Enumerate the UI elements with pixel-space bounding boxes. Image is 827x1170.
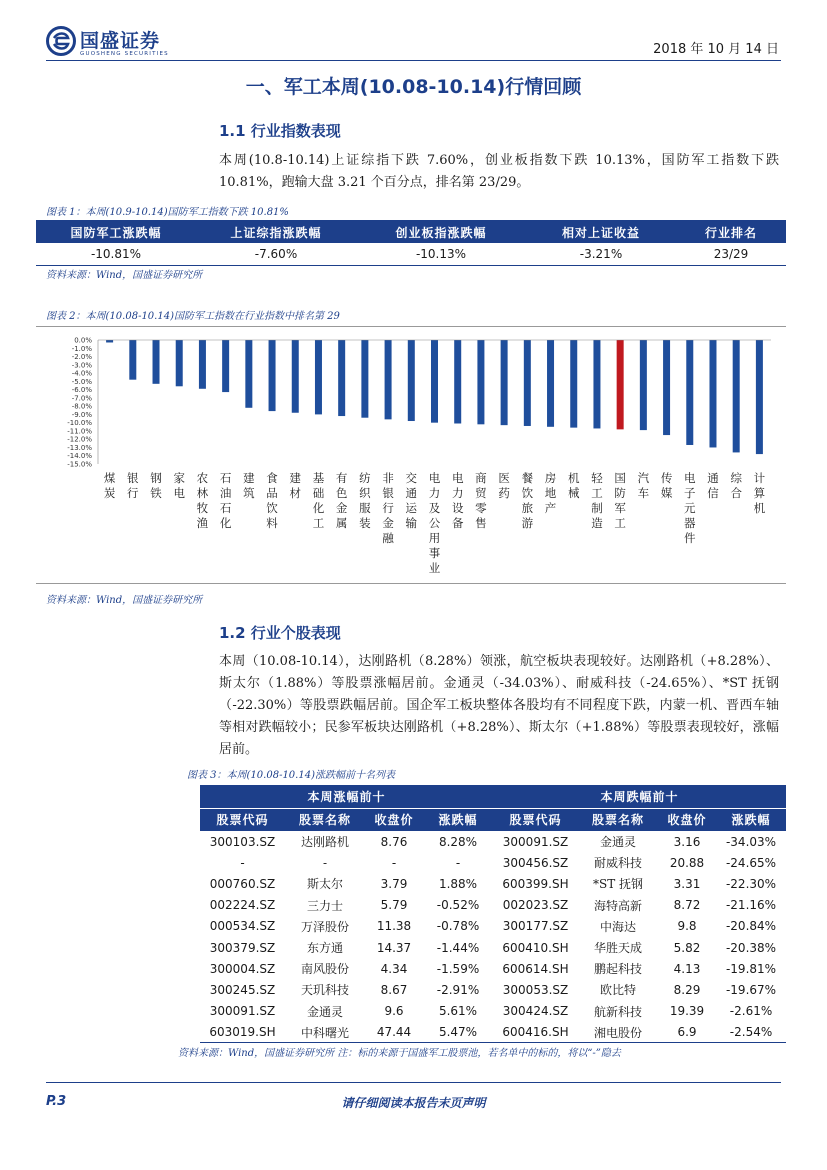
table-cell: 300091.SZ — [502, 834, 569, 849]
company-logo — [46, 24, 186, 60]
table-cell: 300103.SZ — [209, 834, 276, 849]
y-tick-label: -12.0% — [67, 435, 92, 444]
table-cell: 300424.SZ — [502, 1004, 569, 1019]
bar-28 — [756, 340, 763, 454]
table-header-row — [200, 808, 786, 831]
x-category-label: 煤炭 — [103, 471, 116, 500]
bar-23 — [640, 340, 647, 430]
x-category-label: 轻工制造 — [591, 471, 603, 530]
table-cell: 8.76 — [380, 834, 408, 849]
table-cell: 湘电股份 — [578, 1022, 658, 1043]
y-tick-label: -4.0% — [71, 369, 92, 378]
y-tick-label: -7.0% — [71, 394, 92, 403]
table-cell: 6.9 — [658, 1022, 716, 1043]
table-cell: 5.47% — [423, 1022, 493, 1043]
table-header-cell: 相对上证收益 — [526, 221, 676, 243]
table-cell: 3.16 — [673, 834, 701, 849]
table-cell: 鹏起科技 — [594, 962, 643, 977]
y-tick-label: 0.0% — [74, 336, 92, 345]
y-tick-label: -8.0% — [71, 402, 92, 411]
table-cell: 47.44 — [365, 1022, 423, 1043]
table-row — [200, 873, 786, 894]
figure-1-source: 资料来源：Wind，国盛证券研究所 — [46, 270, 203, 281]
x-category-label: 国防军工 — [614, 471, 626, 530]
table-header-cell: 股票代码 — [493, 808, 578, 831]
table-cell: -1.44% — [436, 940, 480, 955]
table-cell: 300053.SZ — [502, 982, 569, 997]
section-title: 一、军工本周(10.08-10.14)行情回顾 — [245, 76, 582, 98]
table-cell: 3.79 — [380, 876, 408, 891]
table-cell: 金通灵 — [306, 1004, 343, 1019]
x-category-label: 食品饮料 — [266, 471, 278, 530]
report-date: 2018 年 10 月 14 日 — [653, 42, 779, 57]
industry-index-bar-chart — [36, 330, 786, 580]
table-cell: 8.72 — [673, 898, 701, 913]
table-cell: 300456.SZ — [502, 855, 569, 870]
y-tick-label: -15.0% — [67, 460, 92, 469]
gainers-group-header: 本周涨幅前十 — [200, 785, 493, 808]
table-cell: -21.16% — [725, 898, 777, 913]
y-tick-label: -9.0% — [71, 410, 92, 419]
figure-2-source: 资料来源：Wind，国盛证券研究所 — [46, 595, 203, 606]
table-cell: -1.59% — [436, 961, 480, 976]
y-tick-label: -10.0% — [67, 419, 92, 428]
x-category-label: 房地产 — [544, 471, 557, 515]
table-cell: 600410.SH — [502, 940, 569, 955]
table-cell: -22.30% — [725, 876, 777, 891]
bar-7 — [269, 340, 276, 411]
table-cell: -34.03% — [725, 834, 777, 849]
table-header-cell: 收盘价 — [365, 808, 423, 831]
table-cell: 9.6 — [384, 1004, 404, 1019]
bar-8 — [292, 340, 299, 413]
table-cell: 三力士 — [306, 898, 343, 913]
table-cell: 华胜天成 — [594, 941, 643, 956]
y-tick-label: -6.0% — [71, 386, 92, 395]
table-header-cell: 股票名称 — [285, 808, 365, 831]
figure-3-caption: 图表 3：本周(10.08-10.14)涨跌幅前十名列表 — [187, 770, 395, 781]
table-cell: -19.67% — [725, 982, 777, 997]
bar-5 — [222, 340, 229, 392]
x-category-label: 电子元器件 — [684, 471, 696, 545]
bar-1 — [129, 340, 136, 380]
table-cell: -0.78% — [436, 919, 480, 934]
x-category-label: 通信 — [707, 471, 719, 500]
footer-divider — [46, 1082, 781, 1083]
bar-15 — [454, 340, 461, 423]
brand-name-en: GUOSHENG SECURITIES — [80, 51, 169, 57]
table-cell: -20.38% — [725, 940, 777, 955]
table-cell: 中科曙光 — [285, 1022, 365, 1043]
table-cell: -0.52% — [436, 898, 480, 913]
table-cell: 达刚路机 — [300, 835, 349, 850]
bar-17 — [501, 340, 508, 425]
losers-group-header: 本周跌幅前十 — [493, 785, 786, 808]
table-cell: 000534.SZ — [209, 919, 276, 934]
table-cell: *ST 抚钢 — [592, 877, 644, 892]
x-category-label: 计算机 — [753, 471, 766, 515]
table-cell: 5.79 — [380, 898, 408, 913]
table-cell: 天玑科技 — [300, 983, 349, 998]
table-cell: 300245.SZ — [209, 982, 276, 997]
y-tick-label: -13.0% — [67, 443, 92, 452]
table-cell: 002023.SZ — [502, 898, 569, 913]
table-cell: -10.13% — [356, 243, 526, 265]
table-cell: 海特高新 — [594, 898, 643, 913]
table-row — [200, 979, 786, 1000]
x-category-label: 石油石化 — [219, 471, 232, 530]
table-cell: 5.82 — [673, 940, 701, 955]
table-cell: -2.54% — [716, 1022, 786, 1043]
table-cell: 欧比特 — [600, 983, 637, 998]
table-cell: 中海达 — [600, 919, 637, 934]
table-cell: -2.61% — [729, 1004, 773, 1019]
table-cell: - — [455, 855, 461, 870]
table-cell: - — [322, 855, 328, 870]
bar-14 — [431, 340, 438, 423]
bar-21 — [593, 340, 600, 428]
table-row — [36, 243, 786, 265]
brand-name-cn: 国盛证券 — [80, 30, 161, 52]
y-tick-label: -3.0% — [71, 361, 92, 370]
table-cell: -20.84% — [725, 919, 777, 934]
bar-24 — [663, 340, 670, 435]
table-cell: 23/29 — [676, 243, 786, 265]
table-cell: 8.29 — [673, 982, 701, 997]
table-cell: 耐威科技 — [594, 856, 643, 871]
table-group-header-row — [200, 785, 786, 808]
bar-2 — [153, 340, 160, 384]
table-cell: 19.39 — [669, 1004, 705, 1019]
table-cell: 4.13 — [673, 961, 701, 976]
x-category-label: 交通运输 — [405, 471, 418, 530]
bar-0 — [106, 340, 113, 342]
table-row — [200, 852, 786, 873]
table-cell: -24.65% — [725, 855, 777, 870]
table-row — [200, 831, 786, 852]
table-cell: 9.8 — [677, 919, 697, 934]
table-cell: 东方通 — [306, 941, 343, 956]
table-cell: 300091.SZ — [209, 1004, 276, 1019]
table-cell: 600399.SH — [502, 876, 569, 891]
table-cell: 4.34 — [380, 961, 408, 976]
guosheng-logo-icon — [46, 26, 76, 56]
bar-16 — [477, 340, 484, 424]
x-category-label: 纺织服装 — [359, 471, 371, 530]
table-row — [200, 1022, 786, 1043]
table-cell: 11.38 — [376, 919, 412, 934]
page-number: P.3 — [46, 1094, 67, 1109]
chart-top-rule — [36, 326, 786, 327]
y-tick-label: -2.0% — [71, 353, 92, 362]
table-header-cell: 国防军工涨跌幅 — [36, 221, 196, 243]
table-cell: -19.81% — [725, 961, 777, 976]
bar-27 — [733, 340, 740, 452]
x-category-label: 银行 — [127, 471, 139, 500]
index-performance-paragraph: 本周(10.8-10.14)上证综指下跌 7.60%，创业板指数下跌 10.13%，国防军工指数下跌10.81%，跑输大盘 3.21 个百分点，排名第 23/29。 — [219, 153, 779, 190]
table-cell: -3.21% — [526, 243, 676, 265]
table-cell: 1.88% — [438, 876, 478, 891]
x-category-label: 餐饮旅游 — [521, 471, 534, 530]
bar-22 — [617, 340, 624, 429]
x-category-label: 电力设备 — [451, 471, 464, 530]
table-cell: 600614.SH — [502, 961, 569, 976]
x-category-label: 建材 — [289, 471, 302, 500]
subsection-title-1-2: 1.2 行业个股表现 — [219, 624, 341, 642]
table-cell: 3.31 — [673, 876, 701, 891]
x-category-label: 家电 — [173, 471, 185, 500]
table-row — [200, 937, 786, 958]
table-header-cell: 涨跌幅 — [716, 808, 786, 831]
bar-12 — [385, 340, 392, 419]
table-cell: 603019.SH — [200, 1022, 285, 1043]
table-header-cell: 股票名称 — [578, 808, 658, 831]
x-category-label: 医药 — [498, 471, 510, 500]
table-cell: 20.88 — [669, 855, 705, 870]
x-category-label: 农林牧渔 — [196, 471, 209, 530]
bar-11 — [361, 340, 368, 418]
x-category-label: 传媒 — [660, 471, 673, 500]
bar-20 — [570, 340, 577, 428]
chart-bottom-rule — [36, 583, 786, 584]
table-cell: 600416.SH — [493, 1022, 578, 1043]
table-cell: 8.67 — [380, 982, 408, 997]
table-header-cell: 创业板指涨跌幅 — [356, 221, 526, 243]
table-cell: 5.61% — [438, 1004, 478, 1019]
y-tick-label: -5.0% — [71, 377, 92, 386]
x-category-label: 电力及公用事业 — [428, 471, 441, 575]
table-header-row — [36, 221, 786, 243]
table-cell: 14.37 — [376, 940, 412, 955]
table-cell: 002224.SZ — [209, 898, 276, 913]
top-movers-table — [200, 785, 786, 1043]
table-row — [200, 958, 786, 979]
table-cell: 航新科技 — [594, 1004, 643, 1019]
table-cell: 300177.SZ — [502, 919, 569, 934]
table-cell: - — [391, 855, 397, 870]
table-header-cell: 收盘价 — [658, 808, 716, 831]
x-category-label: 非银行金融 — [382, 471, 394, 545]
stock-performance-paragraph: 本周（10.08-10.14），达刚路机（8.28%）领涨，航空板块表现较好。达刚路机（+8.28%）、斯太尔（1.88%）等股票涨幅居前。金通灵（-34.03%）、耐威科技（-24.65%）、*ST 抚钢（-22.30%）等股票跌幅居前。国企军工板块整体各股均有不同程度下跌，内蒙一机、晋西车轴等相对跌幅较小；民参军板块达刚路机（+8.28%）、斯太尔（+1.88%）等股票表现较好，涨幅居前。 — [219, 654, 779, 757]
footer-disclaimer: 请仔细阅读本报告末页声明 — [341, 1096, 486, 1110]
table-row — [200, 916, 786, 937]
figure-2-caption: 图表 2：本周(10.08-10.14)国防军工指数在行业指数中排名第 29 — [46, 311, 340, 322]
table-cell: 南风股份 — [300, 962, 349, 977]
table-header-cell: 行业排名 — [676, 221, 786, 243]
table-cell: 000760.SZ — [209, 876, 276, 891]
bar-26 — [709, 340, 716, 447]
table-cell: 300004.SZ — [209, 961, 276, 976]
table-cell: 万泽股份 — [300, 919, 349, 934]
y-tick-label: -11.0% — [67, 427, 92, 436]
x-category-label: 综合 — [730, 471, 742, 500]
x-category-label: 商贸零售 — [475, 471, 487, 530]
bar-13 — [408, 340, 415, 421]
bar-10 — [338, 340, 345, 416]
bar-18 — [524, 340, 531, 426]
table-cell: 300379.SZ — [209, 940, 276, 955]
x-category-label: 汽车 — [637, 471, 650, 500]
bar-4 — [199, 340, 206, 389]
table-cell: -2.91% — [436, 982, 480, 997]
figure-1-caption: 图表 1：本周(10.9-10.14)国防军工指数下跌 10.81% — [46, 207, 289, 218]
figure-3-source: 资料来源：Wind，国盛证券研究所 注：标的来源于国盛军工股票池，若名单中的标的，将以“-”隐去 — [178, 1048, 621, 1059]
subsection-title-1-1: 1.1 行业指数表现 — [219, 122, 341, 140]
table-cell: 8.28% — [438, 834, 478, 849]
x-category-label: 有色金属 — [335, 471, 348, 530]
table-row — [200, 1001, 786, 1022]
table-cell: - — [240, 855, 245, 870]
x-category-label: 机械 — [567, 471, 580, 500]
x-category-label: 钢铁 — [150, 471, 162, 500]
bar-25 — [686, 340, 693, 445]
bar-19 — [547, 340, 554, 427]
bar-6 — [245, 340, 252, 408]
y-tick-label: -14.0% — [67, 452, 92, 461]
table-row — [200, 895, 786, 916]
table-header-cell: 涨跌幅 — [423, 808, 493, 831]
x-category-label: 基础化工 — [312, 471, 325, 530]
table-cell: 斯太尔 — [306, 877, 343, 892]
table-cell: 金通灵 — [600, 835, 637, 850]
bar-3 — [176, 340, 183, 386]
table-header-cell: 上证综指涨跌幅 — [196, 221, 356, 243]
x-category-label: 建筑 — [243, 471, 255, 500]
table-header-cell: 股票代码 — [200, 808, 285, 831]
bar-9 — [315, 340, 322, 414]
header-divider — [46, 60, 781, 61]
y-tick-label: -1.0% — [71, 344, 92, 353]
table-cell: -10.81% — [36, 243, 196, 265]
table-cell: -7.60% — [196, 243, 356, 265]
index-performance-table — [36, 221, 786, 266]
